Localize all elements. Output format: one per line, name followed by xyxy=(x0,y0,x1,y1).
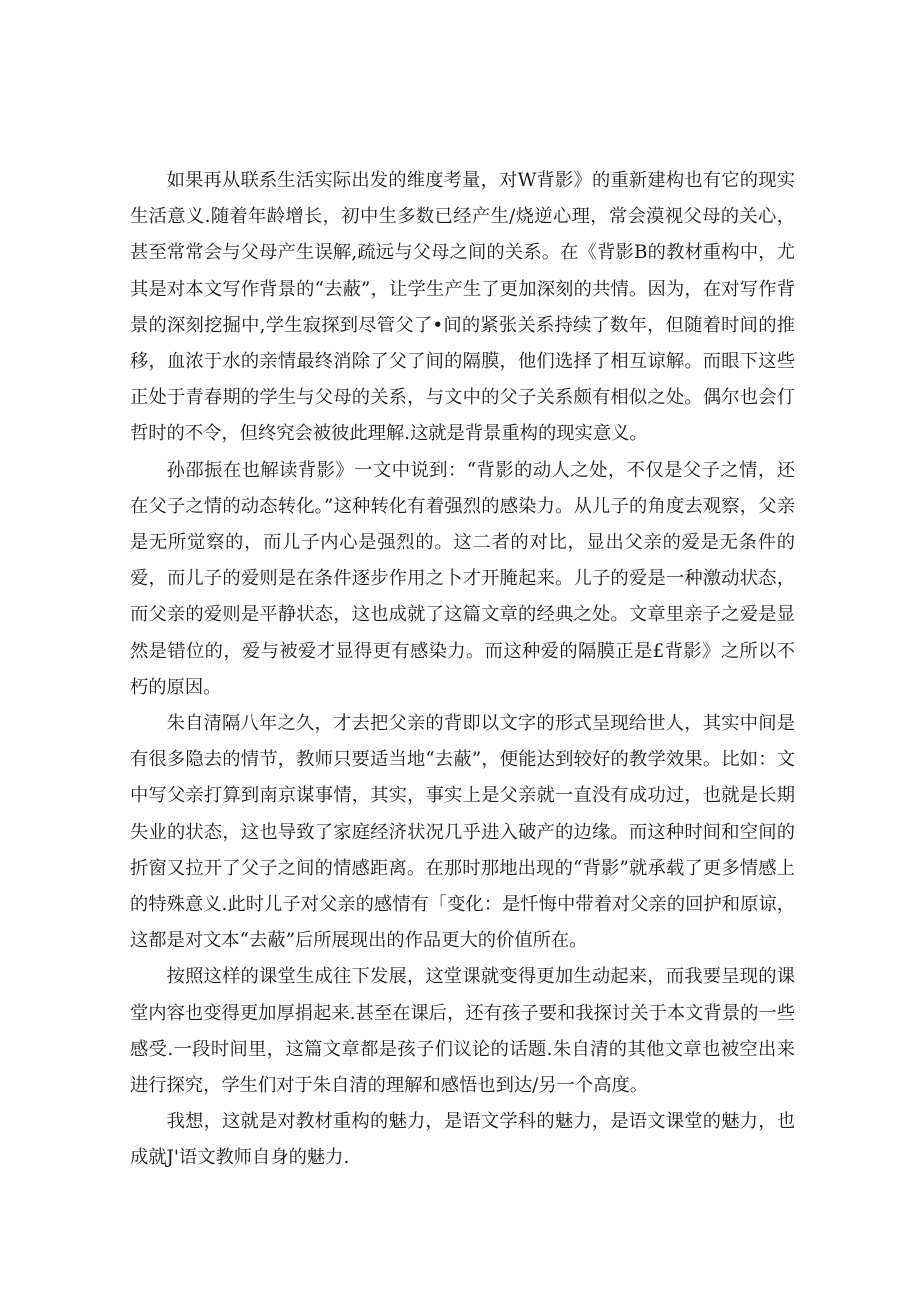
paragraph-2: 孙邵振在也解读背影》一文中说到：“背影的动人之处，不仅是父子之情，还在父子之情的动态转化。”这种转化有着强烈的感染力。从儿子的角度去观察，父亲是无所觉察的，而儿子内心是强烈的。这二者的对比，显出父亲的爱是无条件的爱，而儿子的爱则是在条件逐步作用之卜才开腌起来。儿子的爱是一种激动状态，而父亲的爱则是平静状态，这也成就了这篇文章的经典之处。文章里亲子之爱是显然是错位的，爱与被爱才显得更有感染力。而这种爱的隔膜正是£背影》之所以不朽的原因。 xyxy=(130,459,795,698)
paragraph-3: 朱自清隔八年之久，才去把父亲的背即以文字的形式呈现给世人，其实中间是有很多隐去的情节，教师只要适当地“去蔽”，便能达到较好的教学效果。比如：文中写父亲打算到南京谋事情，其实，事实上是父亲就一直没有成功过，也就是长期失业的状态，这也导致了家庭经济状况几乎进入破产的边缘。而这种时间和空间的折窗又拉开了父子之间的情感距离。在那时那地出现的“背影”就承载了更多情感上的特殊意义.此时儿子对父亲的感情有「变化：是忏悔中带着对父亲的回护和原谅，这都是对文本“去蔽”后所展现出的作品更大的价值所在。 xyxy=(130,713,795,952)
paragraph-5: 我想，这就是对教材重构的魅力，是语文学科的魅力，是语文课堂的魅力，也成就J'语文教师自身的魅力. xyxy=(130,1111,795,1169)
paragraph-1: 如果再从联系生活实际出发的维度考量，对W背影》的重新建构也有它的现实生活意义.随着年龄增长，初中生多数已经产生/烧逆心理，常会漠视父母的关心，甚至常常会与父母产生误解,疏远与父母之间的关系。在《背影B的教材重构中，尤其是对本文写作背景的“去蔽”，让学生产生了更加深刻的共情。因为，在对写作背景的深刻挖掘中,学生寂探到尽管父了•间的紧张关系持续了数年，但随着时间的推移，血浓于水的亲情最终消除了父了间的隔膜，他们选择了相互谅解。而眼下这些正处于青春期的学生与父母的关系，与文中的父子关系颇有相似之处。偶尔也会仃哲时的不令，但终究会被彼此理解.这就是背景重构的现实意义。 xyxy=(130,170,795,445)
paragraph-4: 按照这样的课堂生成往下发展，这堂课就变得更加生动起来，而我要呈现的课堂内容也变得更加厚捐起来.甚至在课后，还有孩子要和我探讨关于本文背景的一些感受.一段时间里，这篇文章都是孩子们议论的话题.朱自清的其他文章也被空出来进行探究，学生们对于朱自清的理解和感悟也到达/另一个高度。 xyxy=(130,966,795,1097)
article-body xyxy=(130,163,795,1177)
